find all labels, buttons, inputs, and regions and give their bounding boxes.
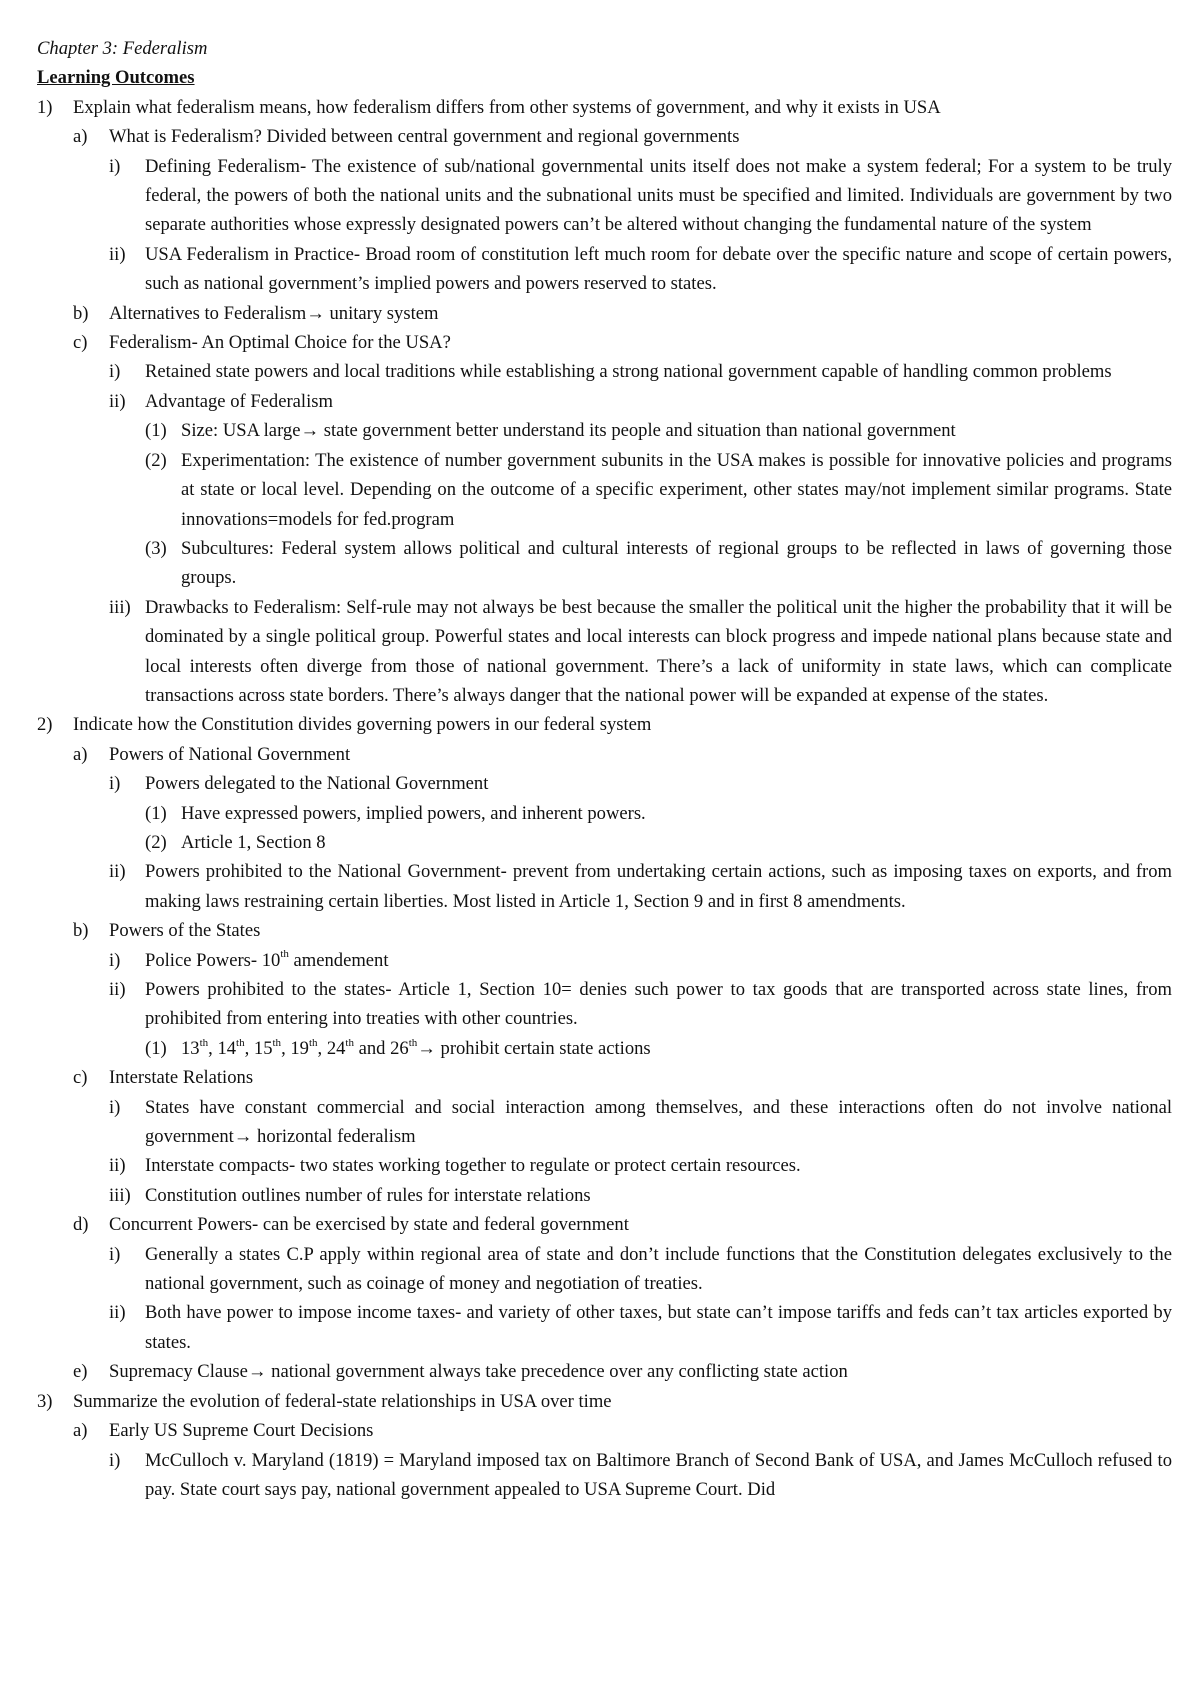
outline-item: (1) 13th, 14th, 15th, 19th, 24th and 26th→ prohibit certain state actions: [145, 1036, 651, 1059]
outcome-3: 3) Summarize the evolution of federal-state relationships in USA over time: [37, 1390, 612, 1412]
outline-item: b) Powers of the States: [73, 920, 261, 942]
outline-item: c) Federalism- An Optimal Choice for the USA?: [73, 332, 451, 354]
section-heading: Learning Outcomes: [37, 67, 195, 89]
outline-item: iii) Constitution outlines number of rules for interstate relations: [109, 1184, 591, 1206]
outline-item: (2) Experimentation: The existence of number government subunits in the USA makes is possible for innovative policies and programs at state or local level. Depending on the outcome of a specific experiment, other states may/not implement similar programs. State innovations=models for fed.program: [145, 449, 1172, 530]
outline-item: b) Alternatives to Federalism→ unitary system: [73, 302, 439, 324]
outline-item: a) What is Federalism? Divided between central government and regional governments: [73, 126, 740, 148]
document-page: [37, 34, 1172, 1504]
outline-item: a) Powers of National Government: [73, 743, 351, 765]
outline-item: i) Retained state powers and local traditions while establishing a strong national government capable of handling common problems: [109, 361, 1112, 383]
outline-item: i) Powers delegated to the National Government: [109, 773, 489, 795]
outline-item: (1) Size: USA large→ state government better understand its people and situation than national government: [145, 420, 956, 442]
outline-item: i) Defining Federalism- The existence of sub/national governmental units itself does not make a system federal; For a system to be truly federal, the powers of both the national units and the subnational units must be specified and limited. Individuals are government by two separate authorities whose expressly designated powers can’t be altered without changing the fundamental nature of the system: [109, 155, 1172, 236]
outline-item: i) Police Powers- 10th amendement: [109, 948, 389, 971]
outline-item: ii) Advantage of Federalism: [109, 390, 333, 412]
outcome-2: 2) Indicate how the Constitution divides governing powers in our federal system: [37, 714, 652, 736]
outline-item: i) States have constant commercial and social interaction among themselves, and these interactions often do not involve national government→ horizontal federalism: [109, 1096, 1172, 1148]
outline-item: (2) Article 1, Section 8: [145, 831, 326, 853]
outline-item: d) Concurrent Powers- can be exercised by state and federal government: [73, 1214, 629, 1236]
outline-item: c) Interstate Relations: [73, 1067, 254, 1089]
outline-item: (3) Subcultures: Federal system allows political and cultural interests of regional groups to be reflected in laws of governing those groups.: [145, 537, 1172, 589]
outline-item: ii) Powers prohibited to the National Government- prevent from undertaking certain actions, such as imposing taxes on exports, and from making laws restraining certain liberties. Most listed in Article 1, Section 9 and in first 8 amendments.: [109, 861, 1172, 912]
outline-item: e) Supremacy Clause→ national government always take precedence over any conflicting state action: [73, 1361, 848, 1383]
outcome-1: 1) Explain what federalism means, how federalism differs from other systems of government, and why it exists in USA: [37, 96, 941, 118]
outline-item: ii) Powers prohibited to the states- Article 1, Section 10= denies such power to tax goods that are transported across state lines, from prohibited from entering into treaties with other countries.: [109, 979, 1172, 1030]
outline-item: ii) Interstate compacts- two states working together to regulate or protect certain resources.: [109, 1155, 801, 1177]
outline-item: a) Early US Supreme Court Decisions: [73, 1420, 374, 1442]
outline-item: ii) Both have power to impose income taxes- and variety of other taxes, but state can’t impose tariffs and feds can’t tax articles exported by states.: [109, 1302, 1172, 1353]
outline-item: i) McCulloch v. Maryland (1819) = Maryland imposed tax on Baltimore Branch of Second Bank of USA, and James McCulloch refused to pay. State court says pay, national government appealed to USA Supreme Court. Did: [109, 1449, 1172, 1500]
outline-item: (1) Have expressed powers, implied powers, and inherent powers.: [145, 802, 646, 824]
chapter-title: Chapter 3: Federalism: [37, 38, 208, 59]
outline-item: ii) USA Federalism in Practice- Broad room of constitution left much room for debate over the specific nature and scope of certain powers, such as national government’s implied powers and powers reserved to states.: [109, 243, 1172, 295]
outline-item: i) Generally a states C.P apply within regional area of state and don’t include functions that the Constitution delegates exclusively to the national government, such as coinage of money and negotiation of treaties.: [109, 1243, 1172, 1295]
outline-item: iii) Drawbacks to Federalism: Self-rule may not always be best because the smaller the political unit the higher the probability that it will be dominated by a single political group. Powerful states and local interests can block progress and impede national plans because state and local interests often diverge from those of national government. There’s a lack of uniformity in state laws, which can complicate transactions across state borders. There’s always danger that the national power will be expanded at expense of the states.: [109, 596, 1172, 706]
